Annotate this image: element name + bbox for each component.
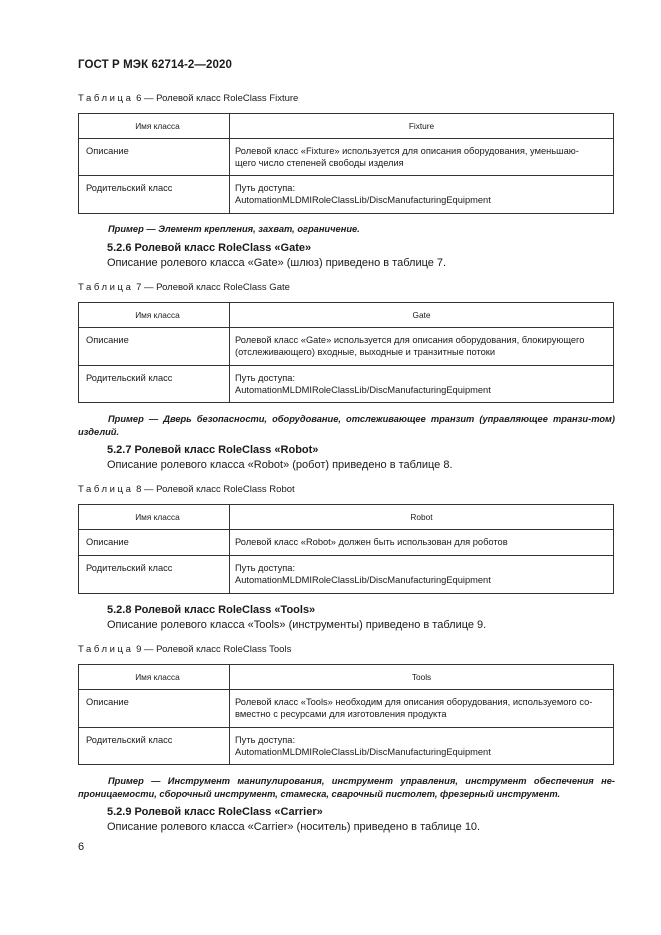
row-value	[230, 530, 614, 556]
table-row	[79, 728, 614, 765]
row-value	[230, 366, 614, 403]
example-note: Пример — Инструмент манипулирования, инструмент управления, инструмент обеспечения не-проницаемости, сборочный инструмент, стамеска, сварочный пистолет, фрезерный инструмент.	[78, 776, 615, 799]
caption-rest: 6 — Ролевой класс RoleClass Fixture	[136, 93, 299, 104]
row-value-line: Ролевой класс «Tools» необходим для описания оборудования, используемого со-	[235, 697, 593, 707]
row-value-line: AutomationMLDMIRoleClassLib/DiscManufacturingEquipment	[235, 385, 491, 395]
header-cell-name: Имя класса	[79, 505, 230, 530]
row-label: Родительский класс	[79, 728, 230, 765]
table-9-caption	[78, 644, 291, 655]
row-label: Родительский класс	[79, 366, 230, 403]
caption-word: Таблица	[78, 644, 134, 655]
row-value	[230, 728, 614, 765]
header-cell-value: Fixture	[230, 114, 614, 139]
table-8	[78, 504, 614, 594]
caption-rest: 8 — Ролевой класс RoleClass Robot	[136, 484, 295, 495]
row-value-line: AutomationMLDMIRoleClassLib/DiscManufacturingEquipment	[235, 195, 491, 205]
header-cell-value: Robot	[230, 505, 614, 530]
table-7	[78, 302, 614, 403]
header-cell-value: Gate	[230, 303, 614, 328]
caption-word: Таблица	[78, 93, 134, 104]
table-header-row	[79, 665, 614, 690]
row-label: Описание	[79, 690, 230, 728]
table-header-row	[79, 303, 614, 328]
row-value	[230, 176, 614, 214]
row-value	[230, 328, 614, 366]
caption-rest: 9 — Ролевой класс RoleClass Tools	[136, 644, 292, 655]
row-value-line: щего число степеней свободы изделия	[235, 158, 404, 168]
header-cell-name: Имя класса	[79, 303, 230, 328]
table-6-caption	[78, 93, 298, 104]
row-value-line: AutomationMLDMIRoleClassLib/DiscManufacturingEquipment	[235, 747, 491, 757]
header-cell-name: Имя класса	[79, 114, 230, 139]
row-label: Описание	[79, 139, 230, 176]
row-value-line: AutomationMLDMIRoleClassLib/DiscManufacturingEquipment	[235, 575, 491, 585]
table-row	[79, 690, 614, 728]
row-value-line: Путь доступа:	[235, 735, 296, 745]
row-value	[230, 690, 614, 728]
caption-rest: 7 — Ролевой класс RoleClass Gate	[136, 282, 290, 293]
row-label: Родительский класс	[79, 176, 230, 214]
caption-word: Таблица	[78, 282, 134, 293]
section-paragraph: Описание ролевого класса «Gate» (шлюз) приведено в таблице 7.	[107, 257, 447, 269]
table-row	[79, 530, 614, 556]
header-cell-value: Tools	[230, 665, 614, 690]
row-label: Родительский класс	[79, 556, 230, 594]
section-paragraph: Описание ролевого класса «Tools» (инструменты) приведено в таблице 9.	[107, 619, 487, 631]
row-value-line: (отслеживающего) входные, выходные и транзитные потоки	[235, 347, 496, 357]
table-7-caption	[78, 282, 290, 293]
row-label: Описание	[79, 328, 230, 366]
table-6	[78, 113, 614, 214]
header-cell-name: Имя класса	[79, 665, 230, 690]
table-header-row	[79, 114, 614, 139]
table-row	[79, 139, 614, 176]
table-row	[79, 328, 614, 366]
row-value-line: Ролевой класс «Gate» используется для описания оборудования, блокирующего	[235, 335, 585, 345]
row-value	[230, 139, 614, 176]
row-label: Описание	[79, 530, 230, 556]
page-number: 6	[78, 841, 85, 853]
row-value-line: Путь доступа:	[235, 563, 296, 573]
example-note: Пример — Элемент крепления, захват, ограничение.	[108, 224, 360, 234]
table-8-caption	[78, 484, 295, 495]
row-value-line: Ролевой класс «Fixture» используется для описания оборудования, уменьшаю-	[235, 146, 579, 156]
example-note: Пример — Дверь безопасности, оборудование, отслеживающее транзит (управляющее транзи-том) изделий.	[78, 414, 615, 437]
section-title: 5.2.6 Ролевой класс RoleClass «Gate»	[107, 242, 312, 254]
section-paragraph: Описание ролевого класса «Robot» (робот) приведено в таблице 8.	[107, 459, 453, 471]
table-header-row	[79, 505, 614, 530]
table-row	[79, 176, 614, 214]
row-value-line: Путь доступа:	[235, 183, 296, 193]
section-title: 5.2.9 Ролевой класс RoleClass «Carrier»	[107, 806, 323, 818]
row-value-line: Ролевой класс «Robot» должен быть использован для роботов	[235, 537, 508, 547]
document-code-header: ГОСТ Р МЭК 62714-2—2020	[78, 59, 232, 71]
table-row	[79, 366, 614, 403]
caption-word: Таблица	[78, 484, 134, 495]
row-value-line: вместно с ресурсами для изготовления продукта	[235, 709, 447, 719]
section-title: 5.2.8 Ролевой класс RoleClass «Tools»	[107, 604, 316, 616]
table-9	[78, 664, 614, 765]
section-title: 5.2.7 Ролевой класс RoleClass «Robot»	[107, 444, 319, 456]
section-paragraph: Описание ролевого класса «Carrier» (носитель) приведено в таблице 10.	[107, 821, 481, 833]
row-value	[230, 556, 614, 594]
row-value-line: Путь доступа:	[235, 373, 296, 383]
table-row	[79, 556, 614, 594]
